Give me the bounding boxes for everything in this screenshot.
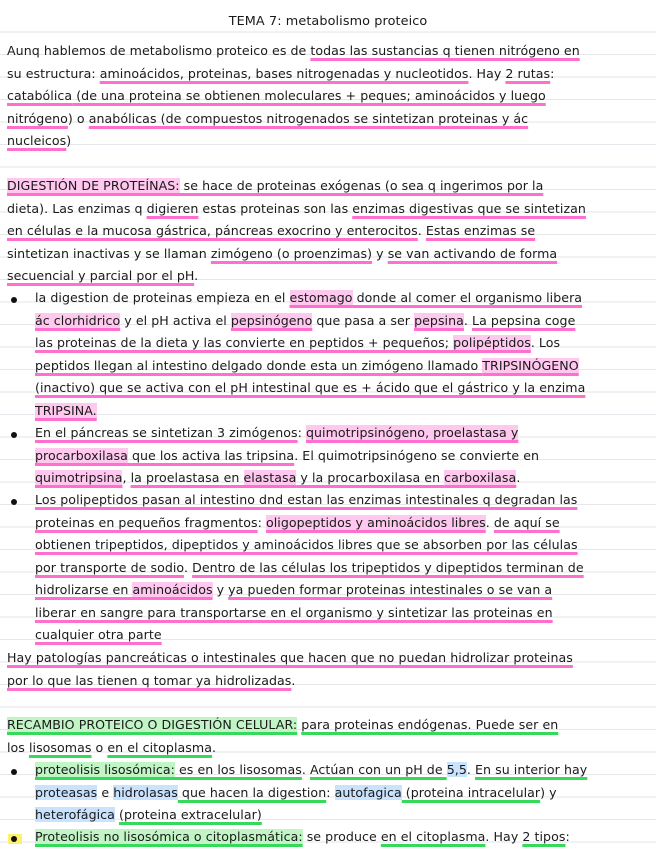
text-segment: aminoácidos, proteinas, bases nitrogenadas y nucleotidos: [99, 65, 469, 81]
text-segment: :: [550, 65, 555, 81]
text-segment: en el citoplasma: [107, 739, 212, 755]
text-line: [35, 422, 647, 445]
text-segment: ya pueden formar proteinas intestinales o se van a: [228, 582, 553, 597]
digestion-bullet-intestine: [35, 489, 647, 647]
text-line: [35, 624, 647, 647]
recambio-bullet-citoplasmatica: [35, 826, 647, 849]
text-segment: .: [194, 268, 199, 283]
text-segment: hidrolizarse en: [35, 582, 133, 597]
text-line: [35, 377, 647, 400]
text-segment: Hay patologías pancreáticas o intestinales que hacen que no puedan hidrolizar proteinas: [7, 650, 573, 665]
text-segment: y la procarboxilasa en: [296, 470, 445, 485]
text-segment: liberar en sangre para transportarse en el organismo y sintetizar las proteinas en: [35, 604, 553, 620]
text-segment: catabólica: [7, 88, 73, 103]
text-segment: peptidos llegan al intestino delgado donde esta un zimógeno llamado: [35, 357, 483, 373]
text-segment: todas las sustancias q tienen nitrógeno en: [310, 43, 580, 58]
text-line: [7, 40, 580, 63]
text-segment: (de una proteina se obtienen moleculares + peques; aminoácidos y luego: [72, 88, 546, 103]
text-segment: Los polipeptidos pasan al intestino dnd estan las enzimas intestinales q degradan las: [35, 492, 578, 507]
text-segment: por lo que las tienen q tomar ya hidrolizadas: [7, 672, 292, 688]
text-segment: y el pH activa el: [120, 312, 231, 328]
text-line: [7, 175, 586, 198]
text-segment: se van activando de forma: [387, 245, 558, 261]
text-segment: . Los: [530, 335, 561, 350]
text-segment: RECAMBIO PROTEICO O DIGESTIÓN CELULAR:: [7, 717, 298, 732]
text-segment: es en los lisosomas: [174, 762, 302, 777]
text-segment: cualquier otra parte: [35, 627, 162, 642]
text-line: [35, 782, 647, 805]
text-line: [7, 670, 573, 693]
text-segment: elastasa: [243, 470, 297, 485]
text-line: [35, 759, 647, 782]
text-segment: de aquí se: [493, 514, 560, 530]
bullet-dot: [11, 432, 17, 438]
text-segment: .: [301, 762, 310, 777]
digestion-paragraph: [7, 175, 586, 288]
text-segment: oligopeptidos y aminoácidos libres: [265, 514, 486, 530]
text-segment: .: [211, 739, 217, 755]
bullet-dot: [11, 836, 17, 842]
text-segment: la digestion de proteinas empieza en el: [35, 290, 290, 305]
text-segment: .: [516, 470, 521, 485]
text-segment: sintetizan inactivas y se llaman: [7, 245, 211, 261]
text-segment: (de compuestos nitrogenados se sintetizan proteinas y ác: [156, 110, 529, 126]
text-segment: estas proteinas son las: [198, 200, 353, 216]
text-segment: los: [7, 739, 29, 755]
text-segment: que pasa a ser: [312, 312, 415, 328]
text-segment: hidrolasas: [113, 784, 178, 800]
text-segment: se hace de proteinas exógenas (o sea q ingerimos por la: [179, 178, 544, 193]
text-segment: y: [372, 245, 388, 261]
text-segment: proteolisis lisosómica:: [35, 762, 175, 777]
text-segment: La pepsina coge: [472, 312, 576, 328]
bullet-dot: [11, 297, 17, 303]
text-segment: .: [485, 514, 494, 530]
text-segment: .: [291, 672, 296, 688]
text-line: [35, 400, 647, 423]
text-segment: . Hay: [485, 829, 523, 844]
text-segment: enzimas digestivas que se sintetizan: [352, 200, 586, 216]
text-segment: Actúan con un pH de: [309, 762, 447, 777]
text-segment: quimotripsinógeno, proelastasa y: [305, 425, 519, 440]
text-segment: las proteinas de la dieta y las convierte en peptidos + pequeños;: [35, 335, 454, 350]
text-line: [7, 220, 586, 243]
recambio-bullet-lisosomica: [35, 759, 647, 827]
text-segment: proteasas: [35, 784, 98, 800]
text-line: [35, 557, 647, 580]
text-line: [7, 265, 586, 288]
text-segment: :: [326, 784, 335, 800]
text-segment: anabólicas: [88, 110, 157, 126]
text-segment: o: [91, 739, 108, 755]
text-segment: heterofágica: [35, 807, 115, 822]
text-segment: .: [183, 559, 193, 575]
text-line: [7, 130, 580, 153]
text-segment: su estructura:: [7, 65, 100, 81]
text-segment: que los activa las tripsina: [127, 447, 295, 463]
text-segment: En su interior hay: [475, 762, 588, 777]
text-segment: (proteina intracelular: [401, 784, 541, 800]
text-segment: .: [463, 312, 473, 328]
text-line: [35, 287, 647, 310]
text-segment: nucleicos: [7, 133, 67, 148]
text-segment: digieren: [146, 200, 199, 216]
text-segment: obtienen tripeptidos, dipeptidos y aminoácidos libres que se absorben por las células: [35, 537, 578, 552]
digestion-bullet-stomach: [35, 287, 647, 422]
text-segment: quimotripsina: [35, 470, 123, 485]
text-line: [35, 579, 647, 602]
text-segment: secuencial y parcial por el pH: [7, 268, 195, 283]
text-line: [35, 332, 647, 355]
text-segment: . El quimotripsinógeno se convierte en: [294, 447, 540, 463]
patologias-paragraph: [7, 647, 573, 692]
text-segment: ác clorhidrico: [35, 312, 121, 328]
text-segment: y: [212, 582, 229, 597]
text-segment: . Hay: [468, 65, 506, 81]
text-line: [7, 647, 573, 670]
text-segment: (inactivo) que se activa con el pH intestinal que es + ácido que el gástrico y la enzima: [35, 380, 586, 395]
text-segment: Aunq hablemos de metabolismo proteico es de: [7, 43, 311, 58]
text-segment: en el citoplasma: [380, 829, 486, 844]
text-segment: Proteolisis no lisosómica o citoplasmática:: [35, 829, 303, 844]
text-line: [7, 85, 580, 108]
text-segment: lisosomas: [28, 739, 92, 755]
text-segment: en células e la mucosa gástrica, páncreas exocrino y enterocitos: [7, 223, 418, 238]
text-segment: polipéptidos: [453, 335, 531, 350]
text-segment: que hacen la digestion: [177, 784, 327, 800]
text-segment: Estas enzimas se: [425, 223, 536, 238]
text-segment: pepsinógeno: [230, 312, 313, 328]
text-line: [7, 243, 586, 266]
text-segment: DIGESTIÓN DE PROTEÍNAS:: [7, 178, 180, 193]
text-segment: 2 tipos: [522, 829, 566, 844]
bullet-dot: [11, 499, 17, 505]
text-line: [7, 737, 558, 760]
text-line: [35, 489, 647, 512]
text-segment: nitrógeno: [7, 110, 68, 126]
text-segment: .: [466, 762, 475, 777]
text-segment: 2 rutas: [505, 65, 551, 81]
text-line: [7, 714, 558, 737]
text-line: [35, 534, 647, 557]
text-segment: la proelastasa en: [130, 470, 244, 485]
text-line: [35, 512, 647, 535]
text-segment: (proteina extracelular): [118, 807, 262, 822]
text-segment: carboxilasa: [444, 470, 517, 485]
text-segment: zimógeno (o proenzimas): [210, 245, 373, 261]
text-segment: se produce: [302, 829, 381, 844]
page-title: TEMA 7: metabolismo proteico: [228, 14, 428, 29]
text-segment: estomago: [289, 290, 353, 305]
text-segment: procarboxilasa: [35, 447, 128, 463]
text-segment: aminoácidos: [132, 582, 213, 597]
text-segment: :: [257, 514, 266, 530]
text-line: [35, 602, 647, 625]
text-line: [35, 826, 647, 849]
text-line: [7, 108, 580, 131]
text-segment: TRIPSINA.: [35, 402, 97, 418]
text-segment: pepsina: [414, 312, 464, 328]
intro-paragraph: [7, 40, 580, 153]
text-segment: Dentro de las células los tripeptidos y dipeptidos terminan de: [192, 559, 584, 575]
bullet-dot: [11, 769, 17, 775]
text-segment: proteinas en pequeños fragmentos: [35, 514, 258, 530]
text-segment: 5,5: [446, 762, 467, 777]
digestion-bullet-pancreas: [35, 422, 647, 490]
text-segment: :: [565, 829, 570, 844]
text-line: [35, 355, 647, 378]
text-line: [35, 445, 647, 468]
text-segment: ) o: [67, 110, 89, 126]
text-segment: autofagica: [334, 784, 402, 800]
text-line: [35, 467, 647, 490]
text-segment: .: [417, 223, 426, 238]
text-line: [35, 804, 647, 827]
text-segment: e: [97, 784, 114, 800]
text-line: [7, 198, 586, 221]
text-segment: ,: [122, 470, 131, 485]
text-segment: por transporte de sodio: [35, 559, 184, 575]
text-segment: dieta). Las enzimas q: [7, 200, 147, 216]
text-line: [35, 310, 647, 333]
text-segment: para proteinas endógenas. Puede ser en: [301, 717, 559, 732]
text-line: [7, 63, 580, 86]
text-segment: donde al comer el organismo libera: [352, 290, 583, 305]
text-segment: TRIPSINÓGENO: [482, 357, 579, 373]
text-segment: ) y: [540, 784, 557, 800]
recambio-paragraph: [7, 714, 558, 759]
text-segment: :: [297, 425, 306, 440]
text-segment: ): [66, 133, 72, 148]
text-segment: En el páncreas se sintetizan 3 zimógenos: [35, 425, 298, 440]
